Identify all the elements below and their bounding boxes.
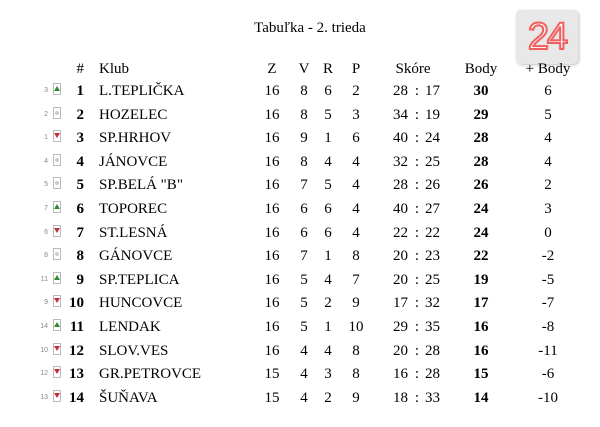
goals-against: 19 bbox=[425, 106, 440, 123]
trend-down-icon bbox=[53, 295, 61, 307]
draws: 6 bbox=[324, 224, 332, 241]
draws: 4 bbox=[324, 153, 332, 170]
wins: 6 bbox=[300, 224, 308, 241]
club-name[interactable]: GÁNOVCE bbox=[99, 248, 173, 265]
goals-for: 28 bbox=[393, 83, 408, 99]
played: 15 bbox=[264, 389, 280, 406]
played: 16 bbox=[264, 342, 280, 359]
played: 16 bbox=[264, 130, 280, 147]
previous-position: 13 bbox=[40, 393, 48, 401]
points: 15 bbox=[473, 366, 489, 383]
plus-points: 6 bbox=[544, 83, 552, 99]
table-row bbox=[0, 269, 600, 292]
points: 26 bbox=[473, 177, 489, 194]
table-row bbox=[0, 222, 600, 245]
goals-for: 20 bbox=[393, 271, 408, 288]
wins: 5 bbox=[300, 319, 308, 335]
wins: 5 bbox=[300, 295, 308, 312]
club-name[interactable]: GR.PETROVCE bbox=[99, 366, 202, 383]
wins: 7 bbox=[300, 248, 308, 265]
goals-against: 17 bbox=[425, 83, 440, 99]
trend-arrow-icon bbox=[54, 133, 60, 138]
plus-points: -7 bbox=[541, 295, 555, 312]
table-row bbox=[0, 340, 600, 363]
losses: 8 bbox=[352, 342, 360, 359]
header-club: Klub bbox=[99, 61, 129, 77]
table-row bbox=[0, 151, 600, 174]
position: 11 bbox=[69, 319, 84, 335]
club-name[interactable]: SP.TEPLICA bbox=[99, 271, 180, 288]
club-name[interactable]: SLOV.VES bbox=[99, 342, 169, 359]
score-separator: : bbox=[414, 177, 420, 194]
draws: 3 bbox=[324, 366, 332, 383]
goals-for: 29 bbox=[393, 319, 408, 335]
trend-same-icon bbox=[53, 177, 61, 189]
played: 16 bbox=[264, 177, 280, 194]
goals-for: 22 bbox=[393, 224, 408, 241]
trend-arrow-icon bbox=[54, 346, 60, 351]
losses: 6 bbox=[352, 130, 360, 147]
previous-position: 8 bbox=[44, 252, 48, 260]
losses: 9 bbox=[352, 295, 360, 312]
points: 29 bbox=[473, 106, 489, 123]
draws: 5 bbox=[324, 177, 332, 194]
previous-position: 10 bbox=[40, 346, 48, 354]
goals-against: 32 bbox=[425, 295, 440, 312]
plus-points: -8 bbox=[541, 319, 555, 335]
header-played: Z bbox=[267, 61, 277, 77]
club-name[interactable]: ST.LESNÁ bbox=[99, 224, 168, 241]
table-row bbox=[0, 316, 600, 339]
points: 17 bbox=[473, 295, 489, 312]
header-losses: P bbox=[351, 61, 361, 77]
header-position: # bbox=[76, 61, 84, 77]
played: 16 bbox=[264, 319, 280, 335]
plus-points: -11 bbox=[538, 342, 558, 359]
trend-arrow-icon bbox=[54, 298, 60, 303]
position: 10 bbox=[69, 295, 84, 312]
score-separator: : bbox=[414, 130, 420, 147]
club-name[interactable]: ŠUŇAVA bbox=[99, 389, 158, 406]
wins: 8 bbox=[300, 83, 308, 99]
plus-points: -5 bbox=[541, 271, 555, 288]
table-row bbox=[0, 363, 600, 386]
played: 16 bbox=[264, 248, 280, 265]
score-separator: : bbox=[414, 248, 420, 265]
header-points: Body bbox=[464, 61, 498, 77]
previous-position: 2 bbox=[44, 110, 48, 118]
club-name[interactable]: SP.HRHOV bbox=[99, 130, 172, 147]
draws: 2 bbox=[324, 389, 332, 406]
position: 2 bbox=[76, 106, 84, 123]
trend-arrow-icon bbox=[54, 322, 60, 327]
losses: 10 bbox=[348, 319, 364, 335]
goals-against: 28 bbox=[425, 342, 440, 359]
losses: 8 bbox=[352, 366, 360, 383]
draws: 1 bbox=[324, 130, 332, 147]
previous-position: 1 bbox=[44, 134, 48, 142]
score-separator: : bbox=[414, 201, 420, 217]
draws: 1 bbox=[324, 248, 332, 265]
goals-for: 28 bbox=[393, 177, 408, 194]
club-name[interactable]: HOZELEC bbox=[99, 106, 168, 123]
trend-same-icon bbox=[53, 154, 61, 166]
wins: 9 bbox=[300, 130, 308, 147]
trend-down-icon bbox=[53, 343, 61, 355]
score-separator: : bbox=[414, 271, 420, 288]
trend-arrow-icon bbox=[54, 369, 60, 374]
trend-down-icon bbox=[53, 225, 61, 237]
goals-for: 16 bbox=[393, 366, 408, 383]
trend-arrow-icon bbox=[54, 393, 60, 398]
played: 16 bbox=[264, 295, 280, 312]
played: 15 bbox=[264, 366, 280, 383]
goals-for: 18 bbox=[393, 389, 408, 406]
wins: 4 bbox=[300, 389, 308, 406]
points: 22 bbox=[473, 248, 489, 265]
table-row bbox=[0, 198, 600, 221]
previous-position: 14 bbox=[40, 323, 48, 330]
position: 13 bbox=[69, 366, 84, 383]
score-separator: : bbox=[414, 342, 420, 359]
points: 14 bbox=[473, 389, 489, 406]
goals-against: 35 bbox=[425, 319, 440, 335]
points: 28 bbox=[473, 130, 489, 147]
header-wins: V bbox=[298, 61, 310, 77]
goals-against: 22 bbox=[425, 224, 440, 241]
points: 19 bbox=[473, 271, 489, 288]
trend-same-icon bbox=[53, 107, 61, 119]
trend-arrow-icon bbox=[55, 111, 59, 115]
plus-points: 4 bbox=[544, 153, 552, 170]
trend-arrow-icon bbox=[55, 158, 59, 162]
previous-position: 5 bbox=[44, 181, 48, 189]
played: 16 bbox=[264, 201, 280, 217]
table-row bbox=[0, 174, 600, 197]
goals-against: 24 bbox=[425, 130, 440, 147]
score-separator: : bbox=[414, 319, 420, 335]
position: 7 bbox=[76, 224, 84, 241]
header-plus-points: + Body bbox=[525, 61, 571, 77]
table-row bbox=[0, 127, 600, 150]
losses: 4 bbox=[352, 153, 360, 170]
wins: 5 bbox=[300, 271, 308, 288]
plus-points: 4 bbox=[544, 130, 552, 147]
plus-points: 5 bbox=[544, 106, 552, 123]
points: 16 bbox=[473, 342, 489, 359]
goals-against: 27 bbox=[425, 201, 440, 217]
plus-points: -6 bbox=[541, 366, 555, 383]
points: 30 bbox=[473, 83, 489, 99]
goals-for: 34 bbox=[393, 106, 408, 123]
score-separator: : bbox=[414, 224, 420, 241]
trend-arrow-icon bbox=[54, 275, 60, 280]
position: 3 bbox=[76, 130, 84, 147]
goals-for: 32 bbox=[393, 153, 408, 170]
club-name[interactable]: HUNCOVCE bbox=[99, 295, 183, 312]
position: 4 bbox=[76, 153, 84, 170]
position: 1 bbox=[76, 83, 84, 99]
club-name[interactable]: JÁNOVCE bbox=[99, 153, 168, 170]
points: 16 bbox=[473, 319, 489, 335]
trend-down-icon bbox=[53, 130, 61, 142]
goals-for: 17 bbox=[393, 295, 408, 312]
goals-against: 23 bbox=[425, 248, 440, 265]
played: 16 bbox=[264, 271, 280, 288]
previous-position: 4 bbox=[44, 157, 48, 165]
club-name[interactable]: L.TEPLIČKA bbox=[99, 83, 185, 99]
goals-for: 20 bbox=[393, 248, 408, 265]
losses: 8 bbox=[352, 248, 360, 265]
plus-points: 2 bbox=[544, 177, 552, 194]
plus-points: 0 bbox=[544, 224, 552, 241]
header-score: Skóre bbox=[395, 61, 431, 77]
goals-against: 28 bbox=[425, 366, 440, 383]
points: 24 bbox=[473, 201, 489, 217]
club-name[interactable]: LENDAK bbox=[99, 319, 161, 335]
position: 14 bbox=[69, 389, 84, 406]
draws: 6 bbox=[324, 83, 332, 99]
goals-against: 25 bbox=[425, 271, 440, 288]
goals-against: 26 bbox=[425, 177, 440, 194]
goals-for: 40 bbox=[393, 201, 408, 217]
score-separator: : bbox=[414, 106, 420, 123]
table-row bbox=[0, 245, 600, 268]
trend-down-icon bbox=[53, 390, 61, 402]
played: 16 bbox=[264, 153, 280, 170]
trend-arrow-icon bbox=[54, 228, 60, 233]
score-separator: : bbox=[414, 389, 420, 406]
plus-points: 3 bbox=[544, 201, 552, 217]
losses: 9 bbox=[352, 389, 360, 406]
draws: 6 bbox=[324, 201, 332, 217]
table-row bbox=[0, 292, 600, 315]
position: 8 bbox=[76, 248, 84, 265]
table-row bbox=[0, 104, 600, 127]
position: 6 bbox=[76, 201, 84, 217]
losses: 4 bbox=[352, 224, 360, 241]
previous-position: 12 bbox=[40, 370, 48, 378]
draws: 1 bbox=[324, 319, 332, 335]
club-name[interactable]: SP.BELÁ "B" bbox=[99, 177, 183, 194]
previous-position: 6 bbox=[44, 228, 48, 236]
position: 5 bbox=[76, 177, 84, 194]
wins: 4 bbox=[300, 366, 308, 383]
points: 28 bbox=[473, 153, 489, 170]
played: 16 bbox=[264, 83, 280, 99]
previous-position: 7 bbox=[44, 205, 48, 212]
trend-up-icon bbox=[53, 83, 61, 95]
wins: 8 bbox=[300, 153, 308, 170]
goals-for: 40 bbox=[393, 130, 408, 147]
losses: 7 bbox=[352, 271, 360, 288]
table-row bbox=[0, 387, 600, 410]
score-separator: : bbox=[414, 295, 420, 312]
wins: 6 bbox=[300, 201, 308, 217]
trend-arrow-icon bbox=[54, 86, 60, 91]
points: 24 bbox=[473, 224, 489, 241]
position: 12 bbox=[69, 342, 84, 359]
site-logo-text: 24 bbox=[527, 16, 567, 58]
wins: 7 bbox=[300, 177, 308, 194]
header-draws: R bbox=[322, 61, 333, 77]
plus-points: -10 bbox=[538, 389, 558, 406]
previous-position: 9 bbox=[44, 299, 48, 307]
played: 16 bbox=[264, 224, 280, 241]
losses: 3 bbox=[352, 106, 360, 123]
club-name[interactable]: TOPOREC bbox=[99, 201, 168, 217]
trend-up-icon bbox=[53, 319, 61, 331]
losses: 4 bbox=[352, 177, 360, 194]
score-separator: : bbox=[414, 153, 420, 170]
draws: 4 bbox=[324, 342, 332, 359]
previous-position: 11 bbox=[40, 275, 48, 283]
plus-points: -2 bbox=[541, 248, 555, 265]
table-title: Tabuľka - 2. trieda bbox=[254, 20, 366, 36]
draws: 5 bbox=[324, 106, 332, 123]
position: 9 bbox=[76, 271, 84, 288]
losses: 4 bbox=[352, 201, 360, 217]
wins: 8 bbox=[300, 106, 308, 123]
goals-against: 25 bbox=[425, 153, 440, 170]
wins: 4 bbox=[300, 342, 308, 359]
draws: 4 bbox=[324, 271, 332, 288]
losses: 2 bbox=[352, 83, 360, 99]
site-logo[interactable] bbox=[516, 10, 578, 64]
score-separator: : bbox=[414, 366, 420, 383]
trend-up-icon bbox=[53, 272, 61, 284]
played: 16 bbox=[264, 106, 280, 123]
table-row bbox=[0, 80, 600, 103]
trend-up-icon bbox=[53, 201, 61, 213]
trend-arrow-icon bbox=[54, 204, 60, 209]
trend-arrow-icon bbox=[55, 252, 59, 256]
score-separator: : bbox=[414, 83, 420, 99]
trend-same-icon bbox=[53, 248, 61, 260]
goals-for: 20 bbox=[393, 342, 408, 359]
trend-arrow-icon bbox=[55, 181, 59, 185]
trend-down-icon bbox=[53, 366, 61, 378]
goals-against: 33 bbox=[425, 389, 440, 406]
draws: 2 bbox=[324, 295, 332, 312]
previous-position: 3 bbox=[44, 87, 48, 94]
